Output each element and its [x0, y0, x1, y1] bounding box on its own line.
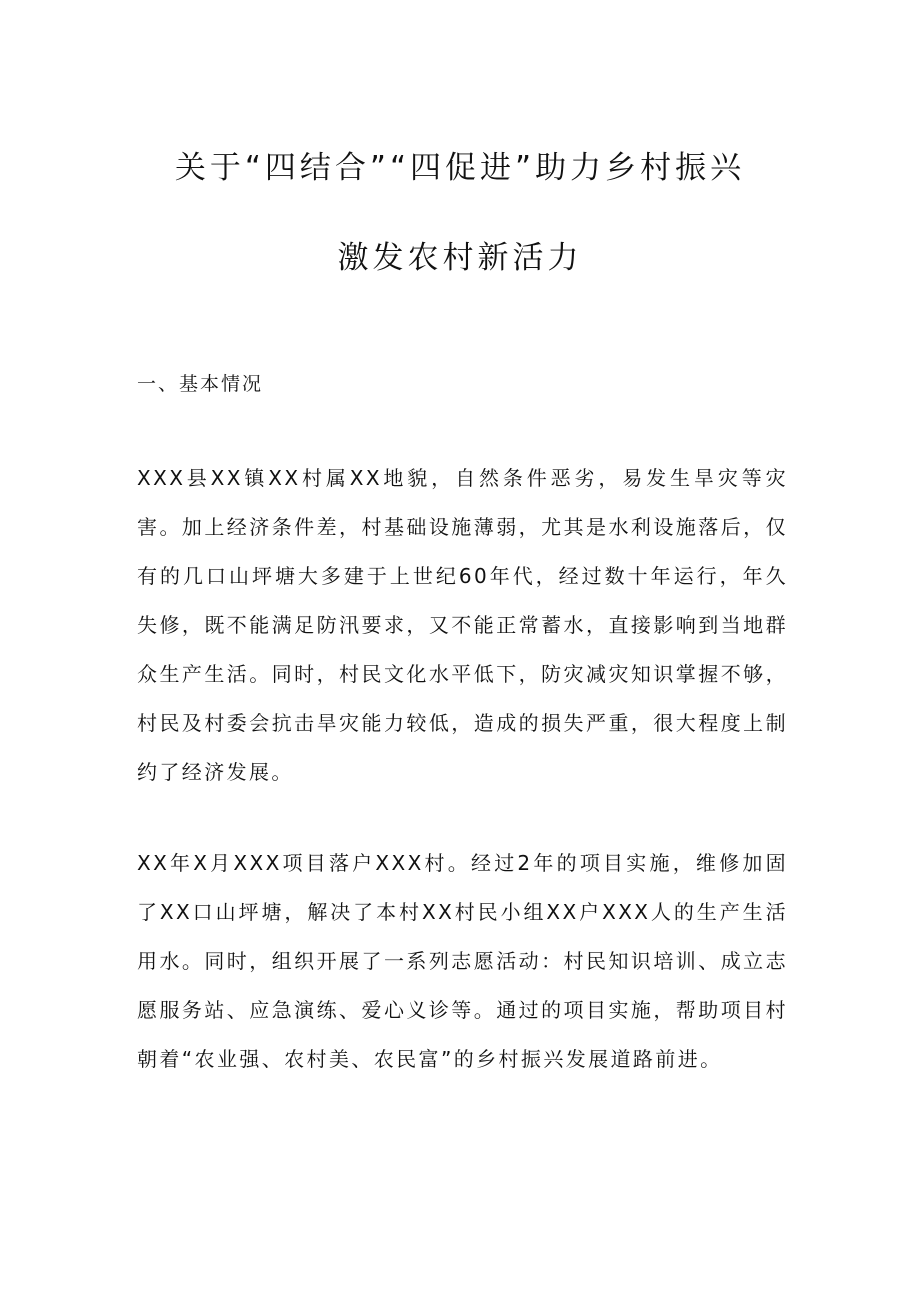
paragraph: XX年X月XXX项目落户XXX村。经过2年的项目实施，维修加固了XX口山坪塘，解决了本村XX村民小组XX户XXX人的生产生活用水。同时，组织开展了一系列志愿活动：村民知识培训、成立志愿服务站、应急演练、爱心义诊等。通过的项目实施，帮助项目村朝着“农业强、农村美、农民富”的乡村振兴发展道路前进。 [137, 851, 788, 1071]
document-title-line-1: 关于“四结合”“四促进”助力乡村振兴 [174, 150, 746, 186]
paragraph: XXX县XX镇XX村属XX地貌，自然条件恶劣，易发生旱灾等灾害。加上经济条件差，村基础设施薄弱，尤其是水利设施落后，仅有的几口山坪塘大多建于上世纪60年代，经过数十年运行，年久失修，既不能满足防汛要求，又不能正常蓄水，直接影响到当地群众生产生活。同时，村民文化水平低下，防灾减灾知识掌握不够，村民及村委会抗击旱灾能力较低，造成的损失严重，很大程度上制约了经济发展。 [137, 466, 788, 784]
document-title-line-2: 激发农村新活力 [337, 240, 583, 276]
section-heading: 一、基本情况 [137, 373, 264, 395]
